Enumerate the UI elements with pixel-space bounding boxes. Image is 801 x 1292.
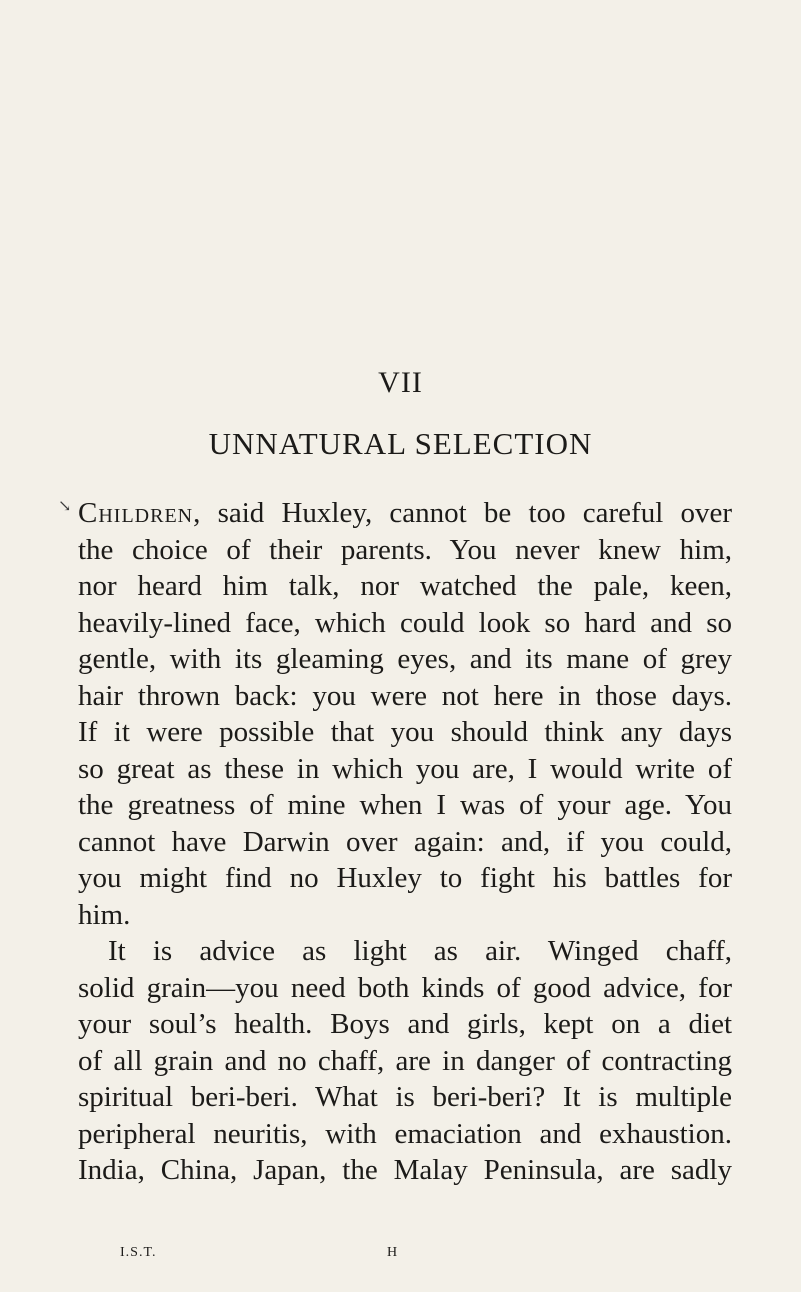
text-line: spiritual beri-beri. What is beri-beri? It is multiple (78, 1081, 732, 1113)
chapter-number: VII (378, 366, 423, 399)
first-word: Children (78, 497, 194, 529)
text-line: him. (78, 898, 131, 931)
signature-left: I.S.T. (120, 1245, 157, 1260)
margin-mark: ↘ (58, 498, 72, 515)
text-line: so great as these in which you are, I would write of (78, 752, 732, 785)
chapter-title: UNNATURAL SELECTION (208, 426, 593, 461)
text-line: peripheral neuritis, with emaciation and exhaustion. (78, 1117, 732, 1150)
signature-right: H (387, 1245, 399, 1260)
text-line: India, China, Japan, the Malay Peninsula, are sadly (78, 1154, 732, 1186)
text-line (78, 495, 732, 532)
text-line: the choice of their parents. You never knew him, (78, 533, 732, 566)
text-line: cannot have Darwin over again: and, if you could, (78, 825, 732, 858)
text-line: nor heard him talk, nor watched the pale, keen, (78, 570, 732, 602)
text-line: of all grain and no chaff, are in danger of contracting (78, 1044, 732, 1077)
text-line: solid grain—you need both kinds of good advice, for (78, 971, 732, 1004)
text-line: If it were possible that you should think any days (78, 716, 732, 748)
text-line: the greatness of mine when I was of your age. You (78, 789, 732, 821)
text-line: your soul’s health. Boys and girls, kept on a diet (78, 1008, 732, 1040)
text-line: hair thrown back: you were not here in those days. (78, 679, 732, 712)
text-line: gentle, with its gleaming eyes, and its mane of grey (78, 643, 732, 675)
text-line: heavily-lined face, which could look so hard and so (78, 606, 732, 639)
body-text (78, 495, 732, 1189)
first-line-rest: , said Huxley, cannot be too careful over (193, 497, 732, 529)
text-line: It is advice as light as air. Winged chaff, (108, 935, 732, 967)
text-line: you might find no Huxley to fight his battles for (78, 862, 732, 894)
